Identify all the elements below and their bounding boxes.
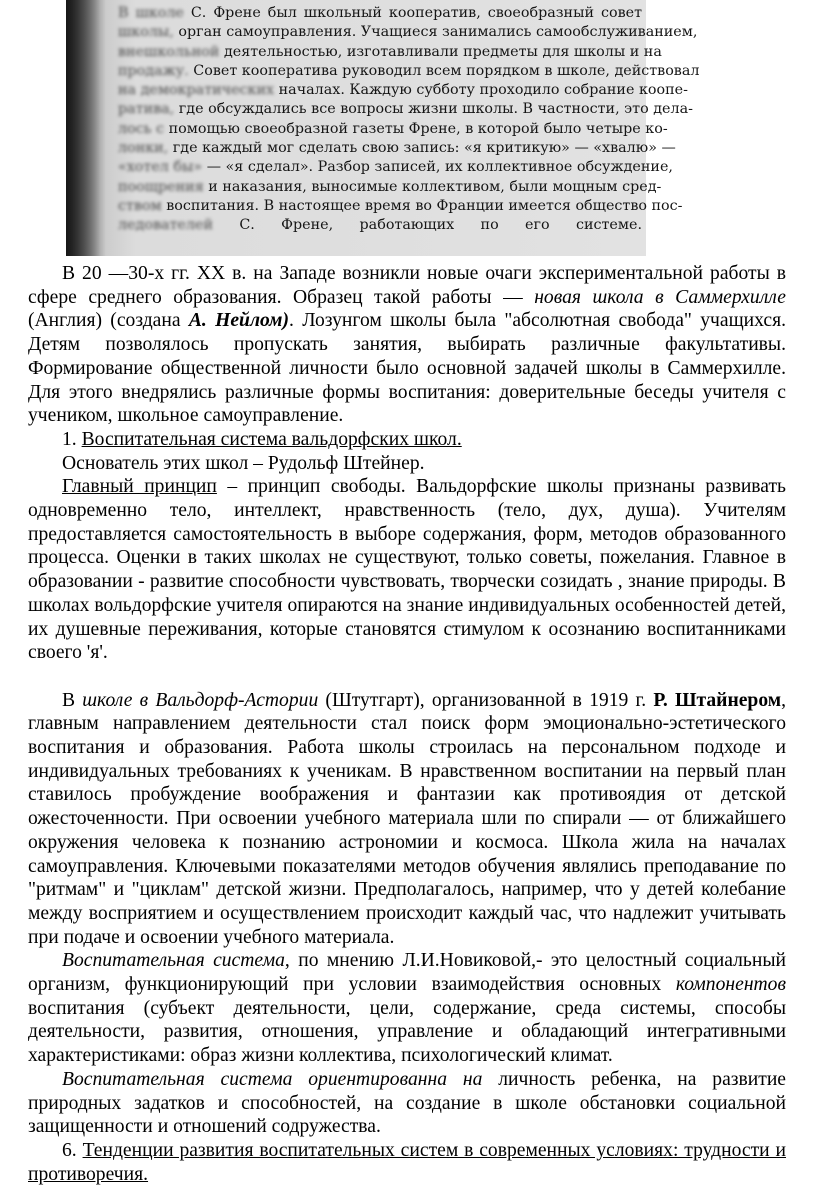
scan-line: поощрения и наказания, выносимые коллективом, были мощным сред- bbox=[118, 178, 662, 195]
paragraph-definition: Воспитательная система, по мнению Л.И.Новиковой,- это целостный социальный организм, функционирующий при условии взаимодействия основных компонентов воспитания (субъект деятельности, цели, содержание, среда системы, способы деятельности, развития, отношения, управление и обладающий интегративными характеристиками: образ жизни коллектива, психологический климат. bbox=[28, 950, 786, 1067]
scan-line: ством воспитания. В настоящее время во Франции имеется общество пос- bbox=[118, 197, 683, 214]
document-body bbox=[28, 262, 786, 1186]
scanned-book-excerpt bbox=[66, 0, 700, 256]
scan-line: В школе С. Френе был школьный кооператив, своеобразный совет bbox=[118, 5, 643, 21]
paragraph-summerhill: В 20 —30-х гг. XX в. на Западе возникли новые очаги экспериментальной работы в сфере среднего образования. Образец такой работы — новая школа в Саммерхилле (Англия) (создана А. Нейлом). Лозунгом школы была "абсолютная свобода" учащихся. Детям позволялось пропускать занятия, выбирать различные факультативы. Формирование общественной личности было основной задачей школы в Саммерхилле. Для этого внедрялись различные формы воспитания: доверительные беседы учителя с учеником, школьное самоуправление. bbox=[28, 263, 786, 427]
scan-binding-shadow bbox=[66, 0, 106, 256]
section-heading-trends: 6. Тенденции развития воспитательных систем в современных условиях: трудности и противоречия. bbox=[28, 1140, 787, 1185]
blank-line bbox=[28, 665, 786, 689]
paragraph-main-principle: Главный принцип – принцип свободы. Вальдорфские школы признаны развивать одновременно тело, интеллект, нравственность (тело, дух, душа). Учителям предоставляется самостоятельность в выборе содержания, форм, методов образованного процесса. Оценки в таких школах не существуют, только советы, пожелания. Главное в образовании - развитие способности чувствовать, творчески созидать , знание природы. В школах вольдорфские учителя опираются на знание индивидуальных особенностей детей, их душевные переживания, которые становятся стимулом к осознанию воспитанниками своего 'я'. bbox=[28, 476, 786, 664]
scan-line: школы, орган самоуправления. Учащиеся занимались самообслуживанием, bbox=[118, 24, 698, 41]
scan-line: «хотел бы» — «я сделал». Разбор записей, их коллективное обсуждение, bbox=[118, 159, 673, 176]
scan-text-block bbox=[118, 4, 700, 236]
paragraph-orientation: Воспитательная система ориентированна на личность ребенка, на развитие природных задатков и способностей, на создание в школе обстановки социальной защищенности и отношений содружества. bbox=[28, 1068, 787, 1138]
scan-line: ледователей С. Френе, работающих по его системе. bbox=[118, 217, 642, 234]
scan-line: лонки, где каждый мог сделать свою запись: «я критикую» — «хвалю» — bbox=[118, 140, 676, 157]
scan-line: продажу. Совет кооператива руководил всем порядком в школе, действовал bbox=[118, 62, 700, 79]
paragraph-waldorf-astoria: В школе в Вальдорф-Астории (Штутгарт), организованной в 1919 г. Р. Штайнером, главным направлением деятельности стал поиск форм эмоционально-эстетического воспитания и образования. Работа школы строилась на персональном подходе и индивидуальных требованиях к ученикам. В нравственном воспитании на первый план ставилось пробуждение воображения и фантазии как противоядия от детской ожесточенности. При освоении учебного материала шли по спирали — от ближайшего окружения человека к познанию астрономии и космоса. Школа жила на началах самоуправления. Ключевыми показателями методов обучения являлись преподавание по "ритмам" и "циклам" детской жизни. Предполагалось, например, что у детей колебание между восприятием и осуществлением происходит каждый час, что надлежит учитывать при подаче и освоении учебного материала. bbox=[28, 689, 786, 948]
scan-line: ратива, где обсуждались все вопросы жизни школы. В частности, это дела- bbox=[118, 101, 693, 118]
paragraph-founder: Основатель этих школ – Рудольф Штейнер. bbox=[62, 452, 425, 474]
scan-line: лось с помощью своеобразной газеты Френе, в которой было четыре ко- bbox=[118, 120, 668, 137]
scan-line: внешкольной деятельностью, изготавливали предметы для школы и на bbox=[118, 43, 662, 60]
scan-line: на демократических началах. Каждую субботу проходило собрание коопе- bbox=[118, 82, 688, 99]
section-heading-waldorf: 1. Воспитательная система вальдорфских школ. bbox=[62, 428, 462, 450]
